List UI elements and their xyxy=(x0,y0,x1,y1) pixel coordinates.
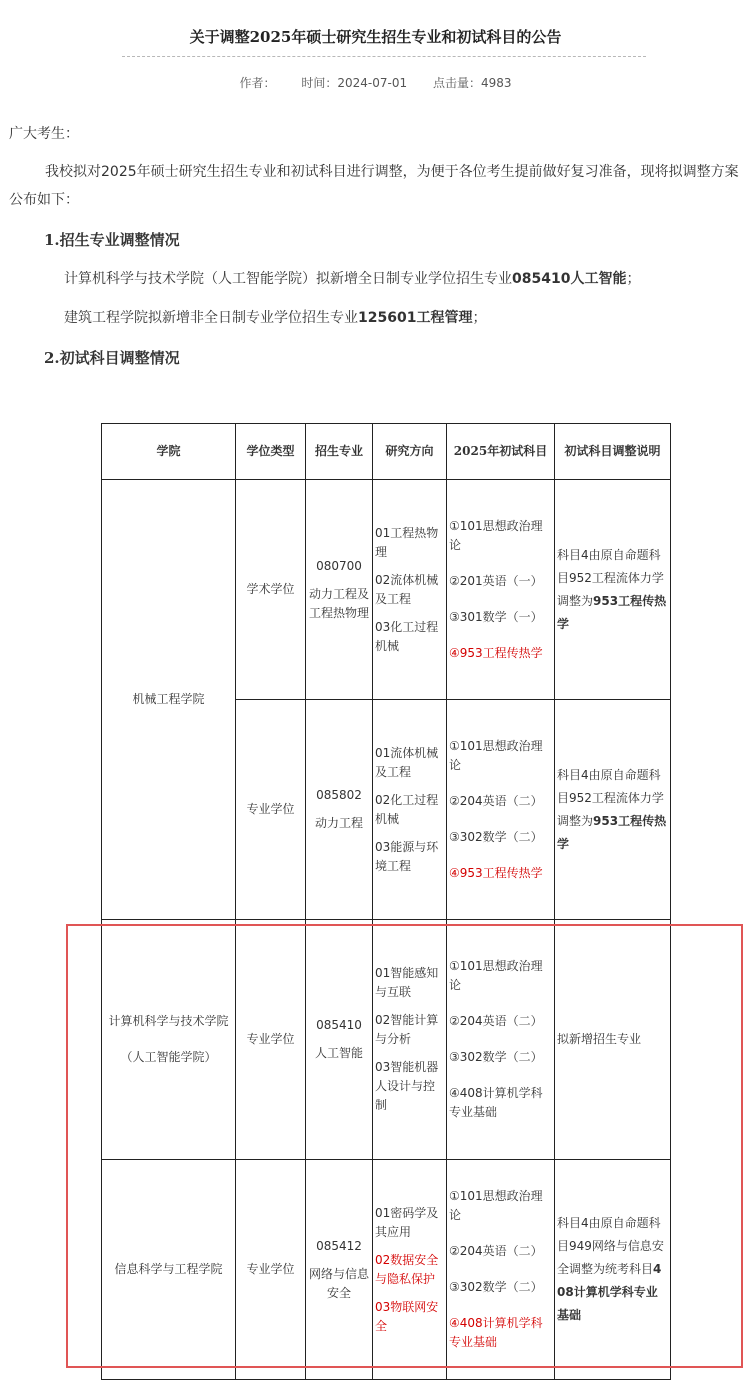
note-cell xyxy=(555,700,671,920)
major-cell xyxy=(306,1160,373,1380)
direction-cell xyxy=(373,480,447,700)
header-subjects: 2025年初试科目 xyxy=(447,424,555,480)
section-1-title: 1.招生专业调整情况 xyxy=(44,231,180,249)
direction-item: 02数据安全与隐私保护 xyxy=(375,1252,439,1286)
line1-text: 计算机科学与技术学院（人工智能学院）拟新增全日制专业学位招生专业 xyxy=(64,271,512,287)
college-name: 计算机科学与技术学院 xyxy=(108,1014,229,1028)
line2-major: 125601工程管理 xyxy=(358,310,473,326)
college-cell xyxy=(102,920,236,1160)
note-highlight: 953工程传热学 xyxy=(557,593,667,631)
intro-paragraph: 我校拟对2025年硕士研究生招生专业和初试科目进行调整，为便于各位考生提前做好复习准备，现将拟调整方案公布如下： xyxy=(9,164,739,208)
major-cell xyxy=(306,480,373,700)
major-cell xyxy=(306,920,373,1160)
direction-cell xyxy=(373,700,447,920)
subject-item: ②201英语（一） xyxy=(449,573,543,588)
note-highlight: 408计算机学科专业基础 xyxy=(557,1262,662,1322)
major-cell xyxy=(306,700,373,920)
table-row xyxy=(102,1160,671,1380)
subject-item-changed: ④953工程传热学 xyxy=(449,865,543,880)
direction-item: 01工程热物理 xyxy=(375,525,439,559)
line1-major: 085410人工智能 xyxy=(512,271,627,287)
note-cell: 拟新增招生专业 xyxy=(555,920,671,1160)
direction-item: 03智能机器人设计与控制 xyxy=(375,1060,439,1112)
section-2-title: 2.初试科目调整情况 xyxy=(44,349,180,367)
note-highlight: 953工程传热学 xyxy=(557,813,667,851)
degree-cell: 学术学位 xyxy=(236,480,306,700)
note-cell xyxy=(555,1160,671,1380)
title-divider xyxy=(122,56,646,57)
subject-item: ③302数学（二） xyxy=(449,829,543,844)
direction-item: 02化工过程机械 xyxy=(375,792,439,826)
direction-item: 03化工过程机械 xyxy=(375,619,439,653)
subject-item: ①101思想政治理论 xyxy=(449,959,543,992)
subjects-cell xyxy=(447,920,555,1160)
new-major-line-1 xyxy=(64,265,640,293)
new-major-line-2 xyxy=(64,304,486,332)
degree-cell: 专业学位 xyxy=(236,920,306,1160)
major-name: 动力工程及工程热物理 xyxy=(308,586,369,620)
note-text: 科目4由原自命题科目952工程流体力学调整为 xyxy=(557,547,664,608)
subject-item: ③302数学（二） xyxy=(449,1280,543,1294)
direction-item: 03物联网安全 xyxy=(375,1299,439,1333)
major-code: 085412 xyxy=(316,1238,362,1253)
subject-item: ③301数学（一） xyxy=(449,609,543,624)
author-label: 作者： xyxy=(239,76,276,90)
college-cell: 机械工程学院 xyxy=(102,480,236,920)
note-text: 科目4由原自命题科目952工程流体力学调整为 xyxy=(557,767,664,828)
major-name: 网络与信息安全 xyxy=(308,1266,369,1300)
major-code: 085410 xyxy=(316,1018,362,1032)
note-cell xyxy=(555,480,671,700)
publish-time: 时间：2024-07-01 xyxy=(301,76,408,90)
table-header-row xyxy=(102,424,671,480)
direction-item: 03能源与环境工程 xyxy=(375,839,439,873)
subject-item: ②204英语（二） xyxy=(449,793,543,808)
direction-item: 02流体机械及工程 xyxy=(375,572,439,606)
major-name: 人工智能 xyxy=(314,1046,363,1060)
major-code: 085802 xyxy=(316,788,362,802)
college-alias: （人工智能学院） xyxy=(120,1050,217,1064)
table-row xyxy=(102,920,671,1160)
subjects-cell xyxy=(447,700,555,920)
click-count: 点击量：4983 xyxy=(432,76,512,90)
note-text: 科目4由原自命题科目949网络与信息安全调整为统考科目 xyxy=(557,1216,664,1276)
subject-item: ①101思想政治理论 xyxy=(449,1189,543,1222)
line1-end: ； xyxy=(626,271,641,287)
header-degree: 学位类型 xyxy=(236,424,306,480)
subject-item: ④408计算机学科专业基础 xyxy=(449,1086,543,1119)
subjects-cell xyxy=(447,1160,555,1380)
subject-item-changed: ④408计算机学科专业基础 xyxy=(449,1316,543,1349)
subject-item: ③302数学（二） xyxy=(449,1050,543,1064)
direction-item: 01智能感知与互联 xyxy=(375,966,439,999)
subject-item: ①101思想政治理论 xyxy=(449,518,543,552)
direction-item: 02智能计算与分析 xyxy=(375,1013,439,1046)
college-cell: 信息科学与工程学院 xyxy=(102,1160,236,1380)
page-title: 关于调整2025年硕士研究生招生专业和初试科目的公告 xyxy=(189,28,562,46)
direction-cell xyxy=(373,920,447,1160)
subjects-cell xyxy=(447,480,555,700)
greeting: 广大考生： xyxy=(9,126,79,142)
direction-item: 01密码学及其应用 xyxy=(375,1205,439,1239)
header-note: 初试科目调整说明 xyxy=(555,424,671,480)
line2-text: 建筑工程学院拟新增非全日制专业学位招生专业 xyxy=(64,310,358,326)
major-name: 动力工程 xyxy=(314,816,363,830)
header-major: 招生专业 xyxy=(306,424,373,480)
subject-item: ②204英语（二） xyxy=(449,1244,543,1258)
subject-item: ①101思想政治理论 xyxy=(449,738,543,772)
header-direction: 研究方向 xyxy=(373,424,447,480)
direction-item: 01流体机械及工程 xyxy=(375,745,439,779)
header-college: 学院 xyxy=(102,424,236,480)
table-row xyxy=(102,480,671,700)
degree-cell: 专业学位 xyxy=(236,1160,306,1380)
article-meta xyxy=(0,74,751,91)
degree-cell: 专业学位 xyxy=(236,700,306,920)
major-code: 080700 xyxy=(316,558,362,573)
adjustment-table xyxy=(101,423,671,1380)
subject-item: ②204英语（二） xyxy=(449,1014,543,1028)
direction-cell xyxy=(373,1160,447,1380)
subject-item-changed: ④953工程传热学 xyxy=(449,645,543,660)
line2-end: ； xyxy=(472,310,487,326)
